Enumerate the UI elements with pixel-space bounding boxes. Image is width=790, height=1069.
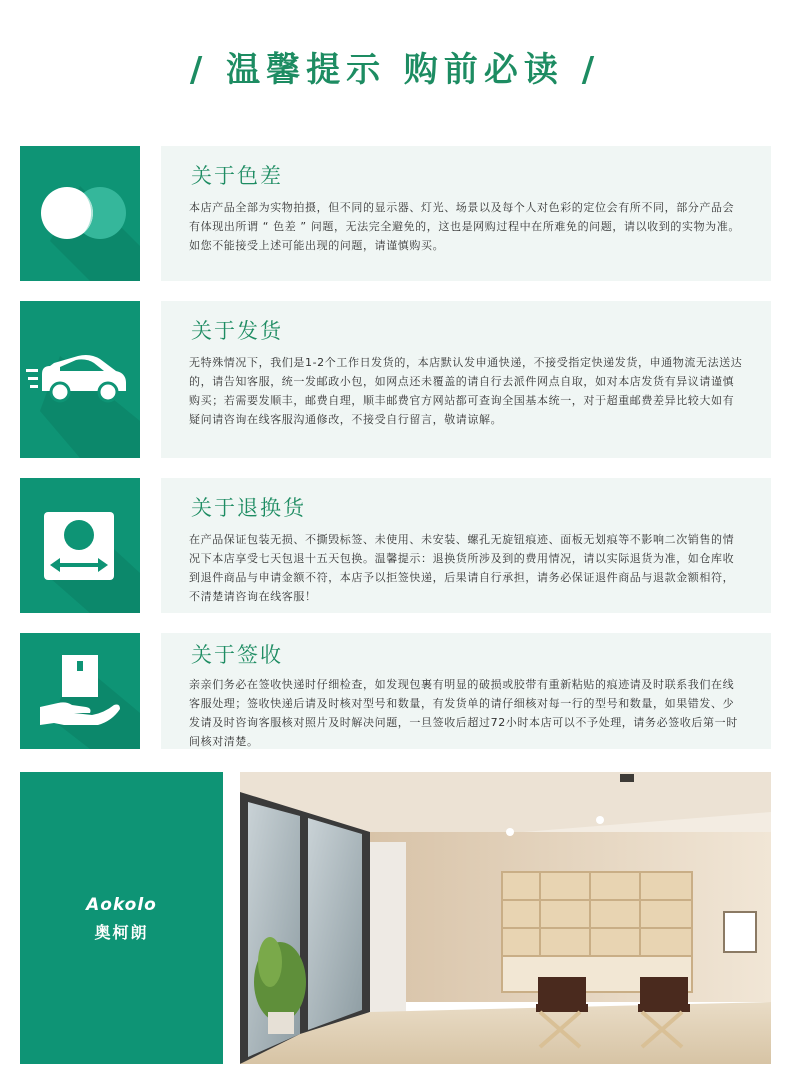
delivery-truck-icon-graphic (20, 301, 140, 458)
section-title: 关于退换货 (191, 496, 306, 520)
page-title: / 温馨提示 购前必读 / (189, 50, 601, 90)
section-body: 亲亲们务必在签收快递时仔细检查，如发现包裹有明显的破损或胶带有重新粘贴的痕迹请及时联系我们在线客服处理；签收快递后请及时核对型号和数量，有发货单的请仔细核对每一行的型号和数量，如果错发、少发请及时咨询客服核对照片及时解决问题，一旦签收后超过72小时本店可以不予处理，请务必签收后第一时间核对清楚。 (189, 678, 738, 748)
section-title: 关于色差 (191, 164, 283, 188)
section-text-panel (161, 478, 771, 613)
section-body: 无特殊情况下，我们是1-2个工作日发货的，本店默认发申通快递，不接受指定快递发货，申通物流无法送达的，请告知客服，统一发邮政小包，如网点还未覆盖的请自行去派件网点自取，如对本店发货有异议请谨慎购买；若需要发顺丰，邮费自理，顺丰邮费官方网站都可查询全国基本统一，对于超重邮费差异比较大如有疑问请咨询在线客服沟通修改，不接受自行留言，敬请谅解。 (189, 356, 743, 426)
return-exchange-icon-graphic (20, 478, 140, 613)
color-difference-icon-graphic (20, 146, 140, 281)
package-receipt-icon-graphic (20, 633, 140, 749)
section-return-exchange (20, 478, 771, 613)
section-title: 关于发货 (191, 319, 283, 343)
section-text-panel (161, 633, 771, 749)
section-delivery (20, 301, 771, 458)
interior-room-photo (240, 772, 771, 1064)
section-color-difference (20, 146, 771, 281)
delivery-truck-icon (20, 301, 140, 458)
return-exchange-icon (20, 478, 140, 613)
section-text-panel (161, 146, 771, 281)
brand-logo-cn: 奥柯朗 (94, 923, 149, 942)
brand-logo-en: Aokolo (86, 895, 157, 915)
section-text-panel (161, 301, 771, 458)
package-receipt-icon (20, 633, 140, 749)
brand-panel (20, 772, 223, 1064)
section-body: 本店产品全部为实物拍摄，但不同的显示器、灯光、场景以及每个人对色彩的定位会有所不同，部分产品会有体现出所谓 “ 色差 ” 问题，无法完全避免的，这也是网购过程中在所难免的问题，请以收到的实物为准。如您不能接受上述可能出现的问题，请谨慎购买。 (189, 201, 740, 252)
section-title: 关于签收 (191, 643, 283, 667)
section-receipt (20, 633, 771, 749)
room-illustration (240, 772, 771, 1064)
section-body: 在产品保证包装无损、不撕毁标签、未使用、未安装、螺孔无旋钮痕迹、面板无划痕等不影响二次销售的情况下本店享受七天包退十五天包换。温馨提示：退换货所涉及到的费用情况，请以实际退货为准，如仓库收到退件商品与申请金额不符，本店予以拒签快递，后果请自行承担，请务必保证退件商品与退款金额相符，不清楚请咨询在线客服！ (189, 533, 735, 603)
color-difference-icon (20, 146, 140, 281)
